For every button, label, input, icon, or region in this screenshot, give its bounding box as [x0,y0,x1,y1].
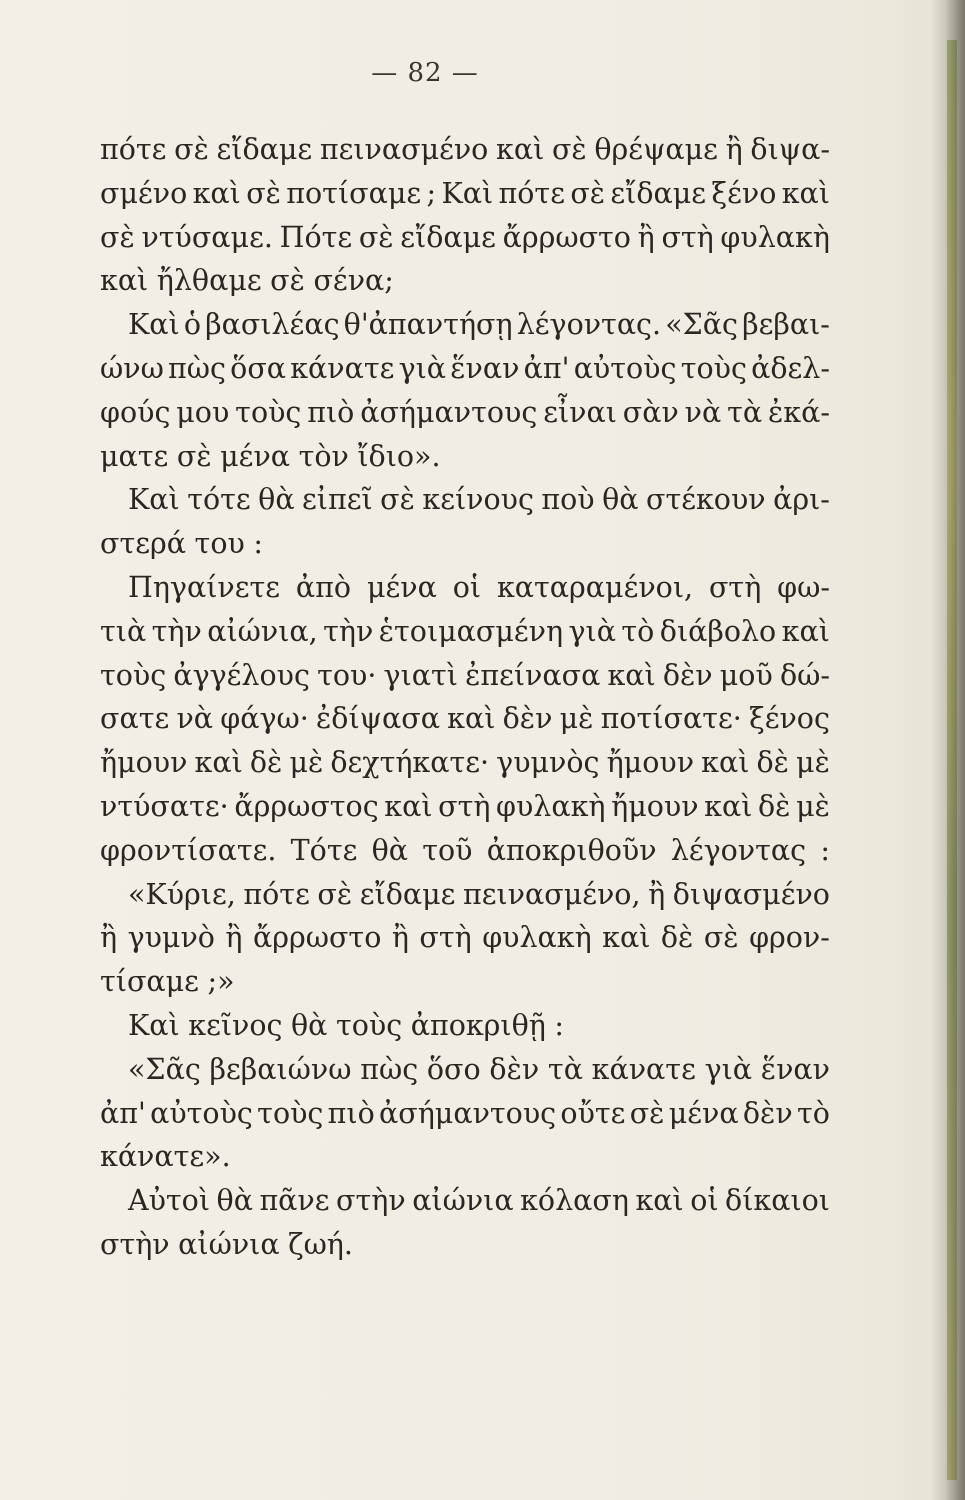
page-number: — 82 — [371,58,479,88]
text-line: Πηγαίνετε ἀπὸ μένα οἱ καταραμένοι, στὴ φω- [128,570,830,604]
text-line: τιὰ τὴν αἰώνια, τὴν ἑτοιμασμένη γιὰ τὸ διάβολο καὶ [100,614,830,648]
text-line: ἀπ' αὐτοὺς τοὺς πιὸ ἀσήμαντους οὔτε σὲ μένα δὲν τὸ [100,1096,830,1130]
text-line: πότε σὲ εἴδαμε πεινασμένο καὶ σὲ θρέψαμε ἢ διψα- [100,133,830,166]
text-line: κάνατε». [100,1140,231,1174]
text-line: στερά του : [100,527,263,561]
text-line: «Σᾶς βεβαιώνω πὼς ὅσο δὲν τὰ κάνατε γιὰ ἕναν [128,1052,830,1086]
text-line: τοὺς ἀγγέλους του· γιατὶ ἐπείνασα καὶ δὲν μοῦ δώ- [100,658,830,692]
text-line: ματε σὲ μένα τὸν ἴδιο». [100,439,441,473]
text-line: ἢ γυμνὸ ἢ ἄρρωστο ἢ στὴ φυλακὴ καὶ δὲ σὲ φρον- [100,921,830,955]
text-line: τίσαμε ;» [100,965,235,999]
text-line: «Κύριε, πότε σὲ εἴδαμε πεινασμένο, ἢ διψασμένο [128,877,830,911]
page-edge-shadow [931,0,965,1500]
text-line: φροντίσατε. Τότε θὰ τοῦ ἀποκριθοῦν λέγοντας : [100,833,830,867]
text-line: στὴν αἰώνια ζωή. [100,1227,353,1261]
text-line: σμένο καὶ σὲ ποτίσαμε ; Καὶ πότε σὲ εἴδαμε ξένο καὶ [100,176,830,210]
text-line: σατε νὰ φάγω· ἐδίψασα καὶ δὲν μὲ ποτίσατε· ξένος [100,702,830,736]
text-line: Καὶ τότε θὰ εἰπεῖ σὲ κείνους ποὺ θὰ στέκουν ἀρι- [128,483,830,517]
body-text [100,128,830,1267]
text-line: Αὐτοὶ θὰ πᾶνε στὴν αἰώνια κόλαση καὶ οἱ δίκαιοι [128,1184,830,1218]
text-line: φούς μου τοὺς πιὸ ἀσήμαντους εἶναι σὰν νὰ τὰ ἐκά- [100,395,830,429]
text-line: ντύσατε· ἄρρωστος καὶ στὴ φυλακὴ ἤμουν καὶ δὲ μὲ [100,789,830,823]
text-line: σὲ ντύσαμε. Πότε σὲ εἴδαμε ἄρρωστο ἢ στὴ φυλακὴ [100,220,830,254]
text-line: καὶ ἤλθαμε σὲ σένα; [100,264,394,298]
text-line: Καὶ κεῖνος θὰ τοὺς ἀποκριθῇ : [128,1008,565,1042]
text-line: ἤμουν καὶ δὲ μὲ δεχτήκατε· γυμνὸς ἤμουν καὶ δὲ μὲ [100,746,830,780]
text-line: Καὶ ὁ βασιλέας θ'ἀπαντήσῃ λέγοντας. «Σᾶς βεβαι- [128,308,830,342]
text-line: ώνω πὼς ὅσα κάνατε γιὰ ἕναν ἀπ' αὐτοὺς τοὺς ἀδελ- [100,351,830,385]
